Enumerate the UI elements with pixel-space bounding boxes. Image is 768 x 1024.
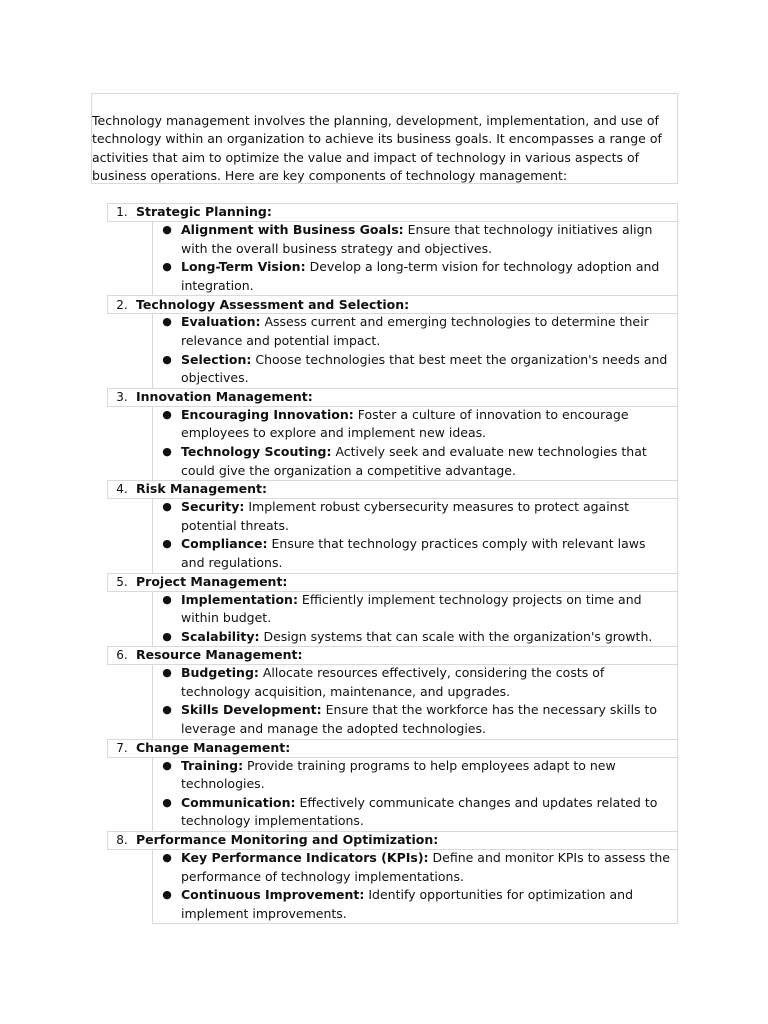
item-label: Training: (181, 757, 244, 773)
section-heading (107, 739, 678, 758)
sub-item-list (152, 849, 678, 924)
item-description: Define and monitor KPIs to assess the performance of technology implementations. (181, 850, 670, 884)
item-description: Ensure that technology initiatives align with the overall business strategy and objectives. (181, 222, 653, 256)
section-heading (107, 295, 678, 314)
item-label: Skills Development: (181, 702, 322, 718)
bullet-icon: ● (162, 888, 172, 902)
bullet-icon: ● (162, 315, 172, 329)
sub-item-list (152, 498, 678, 573)
item-description: Effectively communicate changes and updates related to technology implementations. (181, 794, 658, 829)
list-item-text (181, 535, 677, 572)
section-number: 2. (116, 297, 128, 312)
list-item-text (181, 443, 677, 480)
item-description: Develop a long-term vision for technology adoption and integration. (181, 259, 660, 293)
section-number: 6. (116, 648, 128, 663)
item-label: Selection: (181, 351, 252, 367)
section-number: 8. (116, 833, 128, 848)
list-item-text (181, 664, 677, 701)
item-description: Ensure that the workforce has the necessary skills to leverage and manage the adopted technologies. (181, 702, 658, 737)
bullet-icon: ● (162, 703, 172, 717)
list-item-text (181, 591, 677, 628)
item-description: Design systems that can scale with the organization's growth. (259, 628, 653, 644)
item-label: Implementation: (181, 591, 298, 607)
section-number: 1. (116, 205, 128, 220)
bullet-icon: ● (162, 592, 172, 606)
list-item-text (181, 701, 677, 738)
bullet-icon: ● (162, 260, 172, 274)
components-list (107, 203, 678, 923)
section-title: Risk Management: (136, 481, 268, 497)
list-item (153, 221, 677, 258)
bullet-icon: ● (162, 537, 172, 551)
list-item (153, 664, 677, 701)
item-description: Foster a culture of innovation to encourage employees to explore and implement new ideas. (181, 406, 629, 441)
list-item (153, 628, 677, 647)
item-label: Technology Scouting: (181, 443, 332, 459)
list-item-text (181, 849, 677, 886)
section-heading (107, 831, 678, 850)
bullet-icon: ● (162, 500, 172, 514)
bullet-icon: ● (162, 758, 172, 772)
list-item-text (181, 757, 677, 794)
list-item (153, 794, 677, 831)
section-heading (107, 480, 678, 499)
section-number: 4. (116, 482, 128, 497)
list-item-text (181, 351, 677, 388)
list-item (153, 406, 677, 443)
sub-item-list (152, 757, 678, 832)
list-item (153, 701, 677, 738)
list-item-text (181, 628, 677, 647)
bullet-icon: ● (162, 407, 172, 421)
list-item-text (181, 313, 677, 350)
item-label: Encouraging Innovation: (181, 406, 354, 422)
section-title: Performance Monitoring and Optimization: (136, 832, 439, 848)
bullet-icon: ● (162, 666, 172, 680)
item-label: Key Performance Indicators (KPIs): (181, 850, 429, 866)
item-label: Evaluation: (181, 314, 261, 330)
list-item (153, 498, 677, 535)
section-title: Project Management: (136, 573, 288, 589)
intro-paragraph-box (91, 93, 678, 184)
item-label: Compliance: (181, 536, 268, 552)
bullet-icon: ● (162, 851, 172, 865)
bullet-icon: ● (162, 795, 172, 809)
item-label: Alignment with Business Goals: (181, 222, 404, 237)
list-item (153, 535, 677, 572)
section-number: 5. (116, 574, 128, 589)
intro-paragraph: Technology management involves the planning, development, implementation, and use of technology within an organization to achieve its business goals. It encompasses a range of activities that aim to optimize the value and impact of technology in various aspects of business operations. Here are key components of technology management: (92, 113, 662, 184)
list-item-text (181, 258, 677, 295)
section-title: Change Management: (136, 739, 291, 755)
bullet-icon: ● (162, 223, 172, 236)
item-label: Communication: (181, 794, 296, 810)
list-item-text (181, 221, 677, 258)
section-heading (107, 573, 678, 592)
list-item (153, 591, 677, 628)
item-label: Budgeting: (181, 665, 259, 681)
section-title: Strategic Planning: (136, 204, 272, 220)
sub-item-list (152, 591, 678, 648)
section-heading (107, 203, 678, 222)
list-item (153, 313, 677, 350)
list-item (153, 886, 677, 923)
list-item-text (181, 406, 677, 443)
section-title: Innovation Management: (136, 388, 313, 404)
item-label: Scalability: (181, 628, 260, 644)
sub-item-list (152, 664, 678, 739)
item-label: Continuous Improvement: (181, 887, 365, 903)
section-title: Resource Management: (136, 647, 303, 663)
item-description: Provide training programs to help employees adapt to new technologies. (181, 757, 616, 792)
list-item (153, 351, 677, 388)
list-item-text (181, 794, 677, 831)
section-number: 7. (116, 740, 128, 755)
list-item (153, 258, 677, 295)
bullet-icon: ● (162, 352, 172, 366)
list-item (153, 849, 677, 886)
section-title: Technology Assessment and Selection: (136, 296, 410, 312)
item-description: Choose technologies that best meet the organization's needs and objectives. (181, 351, 668, 386)
list-item (153, 757, 677, 794)
item-label: Long-Term Vision: (181, 259, 306, 275)
section-heading (107, 646, 678, 665)
item-description: Implement robust cybersecurity measures to protect against potential threats. (181, 499, 630, 533)
item-description: Allocate resources effectively, considering the costs of technology acquisition, maintenance, and upgrades. (181, 665, 605, 699)
bullet-icon: ● (162, 444, 172, 458)
item-description: Identify opportunities for optimization and implement improvements. (181, 887, 634, 921)
sub-item-list (152, 313, 678, 388)
sub-item-list (152, 221, 678, 296)
section-number: 3. (116, 389, 128, 404)
section-heading (107, 388, 678, 407)
item-description: Assess current and emerging technologies to determine their relevance and potential impact. (181, 314, 649, 348)
item-description: Actively seek and evaluate new technologies that could give the organization a competitive advantage. (181, 443, 647, 478)
item-label: Security: (181, 499, 245, 515)
sub-item-list (152, 406, 678, 481)
item-description: Efficiently implement technology projects on time and within budget. (181, 591, 642, 626)
bullet-icon: ● (162, 629, 172, 643)
list-item-text (181, 498, 677, 535)
item-description: Ensure that technology practices comply with relevant laws and regulations. (181, 536, 646, 570)
list-item-text (181, 886, 677, 923)
list-item (153, 443, 677, 480)
